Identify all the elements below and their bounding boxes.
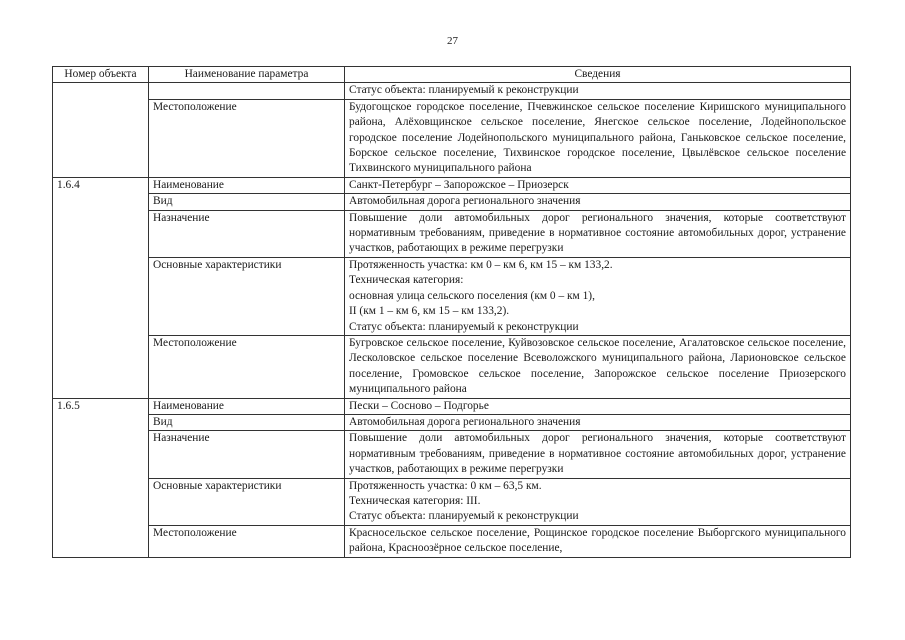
table-row [53,194,851,210]
table-row [53,83,851,99]
table-header-row [53,67,851,83]
param-label: Вид [149,414,345,430]
characteristics-line: Техническая категория: [349,274,464,287]
param-label: Местоположение [149,525,345,557]
characteristics-line: II (км 1 – км 6, км 15 – км 133,2). [349,305,510,318]
purpose-value: Повышение доли автомобильных дорог регионального значения, которые соответствуют нормативным требованиям, приведение в нормативное состояние автомобильных дорог, устранение участков, работающих в режиме перегрузки [345,210,851,257]
table-row [53,478,851,525]
header-object-number: Номер объекта [53,67,149,83]
kind-value: Автомобильная дорога регионального значения [345,194,851,210]
characteristics-value [345,478,851,525]
name-value: Санкт-Петербург – Запорожское – Приозерск [345,177,851,193]
param-label: Основные характеристики [149,478,345,525]
continuation-empty-label [149,83,345,99]
characteristics-line: Техническая категория: III. [349,494,481,507]
purpose-value: Повышение доли автомобильных дорог регионального значения, которые соответствуют нормативным требованиям, приведение в нормативное состояние автомобильных дорог, устранение участков, работающих в режиме перегрузки [345,431,851,478]
location-value: Бугровское сельское поселение, Куйвозовское сельское поселение, Агалатовское сельское поселение, Лесколовское сельское поселение Всеволожского муниципального района, Ларионовское сельское поселение, Громовское сельское поселение, Запорожское сельское поселение Приозерского муниципального района [345,335,851,398]
table-row [53,525,851,557]
param-label: Наименование [149,177,345,193]
header-details: Сведения [345,67,851,83]
header-parameter-name: Наименование параметра [149,67,345,83]
characteristics-line: Статус объекта: планируемый к реконструкции [349,320,579,333]
param-label: Вид [149,194,345,210]
param-label: Местоположение [149,335,345,398]
param-label: Назначение [149,431,345,478]
table-row [53,335,851,398]
table-row [53,431,851,478]
table-row [53,398,851,414]
continuation-status: Статус объекта: планируемый к реконструкции [345,83,851,99]
characteristics-line: основная улица сельского поселения (км 0 – км 1), [349,289,595,302]
characteristics-line: Статус объекта: планируемый к реконструкции [349,510,579,523]
param-label: Основные характеристики [149,257,345,335]
name-value: Пески – Сосново – Подгорье [345,398,851,414]
table-row [53,210,851,257]
param-label: Местоположение [149,99,345,177]
kind-value: Автомобильная дорога регионального значения [345,414,851,430]
page-number: 27 [447,35,458,47]
table-row [53,257,851,335]
table-row [53,99,851,177]
table-row [53,177,851,193]
continuation-number-cell [53,83,149,177]
object-number: 1.6.4 [53,177,149,398]
location-value: Будогощское городское поселение, Пчевжинское сельское поселение Киришского муниципального района, Алёховщинское сельское поселение, Янегское сельское поселение, Лодейнопольское городское поселение Лодейнопольского муниципального района, Ганьковское сельское поселение, Борское сельское поселение, Тихвинское городское поселение, Цвылёвское сельское поселение Тихвинского муниципального района [345,99,851,177]
characteristics-line: Протяженность участка: 0 км – 63,5 км. [349,479,542,492]
characteristics-line: Протяженность участка: км 0 – км 6, км 15 – км 133,2. [349,258,613,271]
table-row [53,414,851,430]
location-value: Красносельское сельское поселение, Рощинское городское поселение Выборгского муниципального района, Красноозёрное сельское поселение, [345,525,851,557]
object-number: 1.6.5 [53,398,149,557]
param-label: Наименование [149,398,345,414]
characteristics-value [345,257,851,335]
objects-table [52,66,851,558]
param-label: Назначение [149,210,345,257]
